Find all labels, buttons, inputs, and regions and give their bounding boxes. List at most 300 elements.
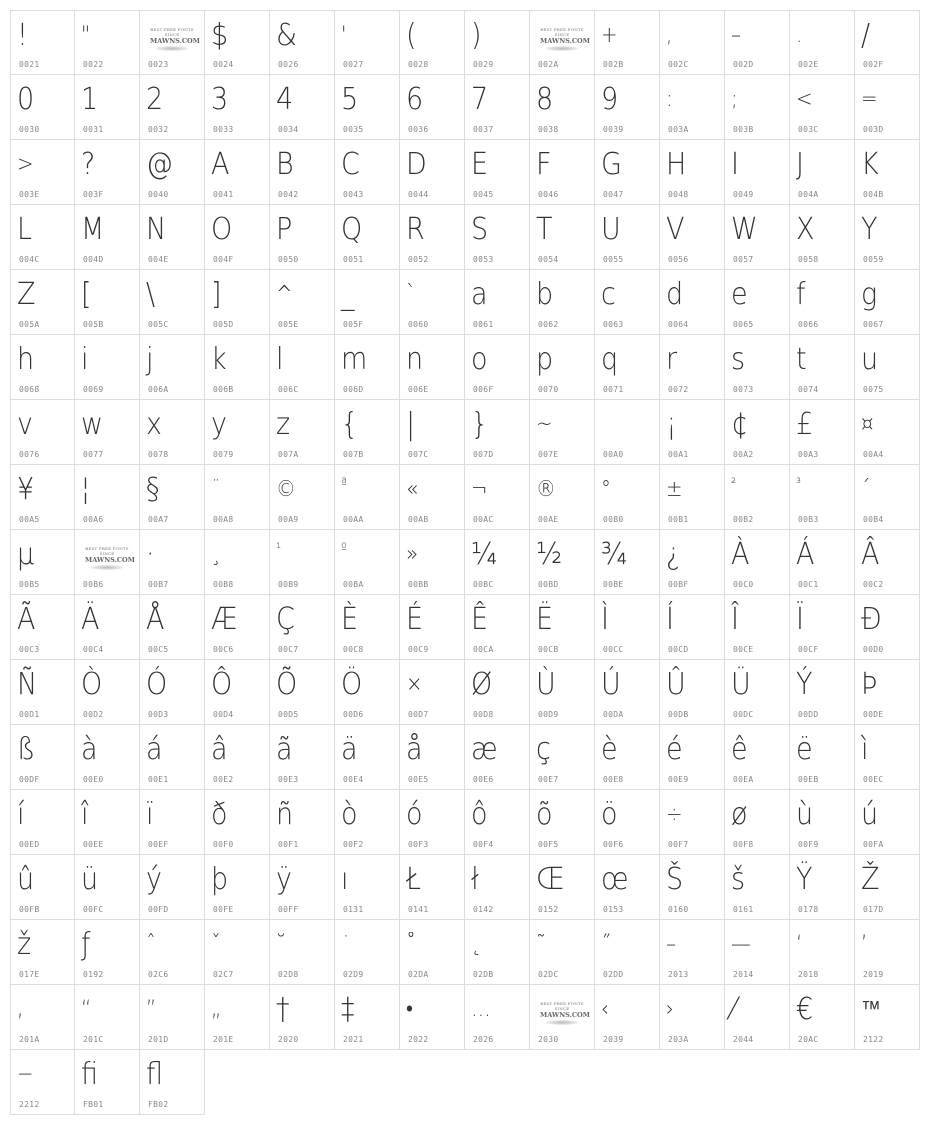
glyph-codepoint: 00B3 bbox=[798, 515, 819, 524]
glyph-cell bbox=[75, 140, 140, 205]
glyph-codepoint: 00C5 bbox=[148, 645, 169, 654]
glyph-codepoint: 2019 bbox=[863, 970, 884, 979]
glyph-codepoint: 00A4 bbox=[863, 450, 884, 459]
glyph-sample: ´ bbox=[861, 477, 871, 502]
glyph-cell bbox=[335, 920, 400, 985]
glyph-sample: Œ bbox=[536, 862, 565, 897]
glyph-sample: ˜ bbox=[536, 932, 546, 957]
glyph-cell bbox=[10, 75, 75, 140]
glyph-codepoint: 003F bbox=[83, 190, 104, 199]
glyph-codepoint: 0033 bbox=[213, 125, 234, 134]
glyph-codepoint: 02DC bbox=[538, 970, 559, 979]
site-logo-icon bbox=[540, 1001, 590, 1023]
glyph-cell bbox=[465, 530, 530, 595]
glyph-sample: + bbox=[601, 23, 618, 48]
glyph-sample: Y bbox=[861, 212, 878, 247]
glyph-sample: Q bbox=[341, 212, 363, 247]
glyph-sample: Æ bbox=[211, 602, 238, 637]
glyph-codepoint: 0036 bbox=[408, 125, 429, 134]
glyph-sample: 3 bbox=[211, 82, 229, 117]
glyph-codepoint: 00A1 bbox=[668, 450, 689, 459]
glyph-sample: ı bbox=[341, 862, 349, 897]
glyph-sample: ï bbox=[146, 797, 154, 832]
glyph-sample: s bbox=[731, 342, 746, 377]
glyph-sample: ú bbox=[861, 797, 879, 832]
glyph-codepoint: 002C bbox=[668, 60, 689, 69]
glyph-cell bbox=[400, 595, 465, 660]
glyph-codepoint: 00A5 bbox=[19, 515, 40, 524]
glyph-sample: H bbox=[666, 147, 687, 182]
glyph-sample: ˛ bbox=[471, 932, 481, 957]
glyph-sample: Ä bbox=[81, 602, 100, 637]
glyph-sample: < bbox=[796, 87, 813, 112]
glyph-codepoint: 00C1 bbox=[798, 580, 819, 589]
logo-tagline: BEST FREE FONTS SINCE bbox=[540, 1001, 584, 1011]
glyph-cell bbox=[75, 725, 140, 790]
glyph-cell bbox=[75, 465, 140, 530]
glyph-cell bbox=[140, 270, 205, 335]
glyph-sample: þ bbox=[211, 862, 229, 897]
glyph-codepoint: 0072 bbox=[668, 385, 689, 394]
glyph-cell bbox=[140, 985, 205, 1050]
glyph-sample: × bbox=[406, 672, 423, 697]
glyph-codepoint: 004E bbox=[148, 255, 169, 264]
glyph-cell bbox=[465, 855, 530, 920]
glyph-codepoint: 0056 bbox=[668, 255, 689, 264]
glyph-codepoint: 00A2 bbox=[733, 450, 754, 459]
glyph-sample: š bbox=[731, 862, 746, 897]
glyph-sample: Î bbox=[731, 602, 739, 637]
glyph-codepoint: 0042 bbox=[278, 190, 299, 199]
glyph-cell bbox=[140, 75, 205, 140]
glyph-sample: a bbox=[471, 277, 488, 312]
glyph-sample: á bbox=[146, 732, 163, 767]
glyph-sample: u bbox=[861, 342, 879, 377]
glyph-codepoint: 002A bbox=[538, 60, 559, 69]
glyph-cell bbox=[75, 595, 140, 660]
glyph-cell bbox=[270, 465, 335, 530]
glyph-sample: ! bbox=[17, 18, 28, 53]
glyph-codepoint: 2014 bbox=[733, 970, 754, 979]
glyph-sample: J bbox=[796, 147, 804, 182]
glyph-cell bbox=[855, 270, 920, 335]
glyph-codepoint: 00BA bbox=[343, 580, 364, 589]
glyph-codepoint: 00FE bbox=[213, 905, 234, 914]
glyph-cell bbox=[855, 855, 920, 920]
glyph-cell bbox=[660, 140, 725, 205]
glyph-codepoint: 00CF bbox=[798, 645, 819, 654]
glyph-codepoint: 02D8 bbox=[278, 970, 299, 979]
glyph-codepoint: 203A bbox=[668, 1035, 689, 1044]
glyph-cell bbox=[205, 335, 270, 400]
glyph-sample: Û bbox=[666, 667, 686, 702]
glyph-cell bbox=[205, 530, 270, 595]
glyph-sample: · bbox=[146, 537, 155, 572]
glyph-cell bbox=[595, 595, 660, 660]
glyph-sample: n bbox=[406, 342, 424, 377]
glyph-sample: Ó bbox=[146, 667, 168, 702]
glyph-codepoint: 00D6 bbox=[343, 710, 364, 719]
glyph-codepoint: 0038 bbox=[538, 125, 559, 134]
glyph-codepoint: FB01 bbox=[83, 1100, 104, 1109]
glyph-sample: A bbox=[211, 147, 230, 182]
glyph-codepoint: 00E6 bbox=[473, 775, 494, 784]
glyph-sample: r bbox=[666, 342, 678, 377]
glyph-sample: q bbox=[601, 342, 619, 377]
glyph-cell bbox=[855, 140, 920, 205]
glyph-cell bbox=[140, 205, 205, 270]
glyph-cell bbox=[335, 530, 400, 595]
glyph-cell bbox=[140, 400, 205, 465]
glyph-cell bbox=[75, 530, 140, 595]
glyph-cell bbox=[400, 660, 465, 725]
glyph-cell bbox=[595, 660, 660, 725]
glyph-codepoint: 00C9 bbox=[408, 645, 429, 654]
glyph-sample: û bbox=[17, 862, 35, 897]
glyph-codepoint: 00C6 bbox=[213, 645, 234, 654]
glyph-sample: Å bbox=[146, 602, 165, 637]
glyph-codepoint: 002F bbox=[863, 60, 884, 69]
glyph-cell bbox=[530, 985, 595, 1050]
glyph-codepoint: 00A9 bbox=[278, 515, 299, 524]
glyph-codepoint: 00D4 bbox=[213, 710, 234, 719]
glyph-cell bbox=[75, 205, 140, 270]
glyph-codepoint: 0077 bbox=[83, 450, 104, 459]
glyph-cell bbox=[790, 140, 855, 205]
glyph-cell bbox=[855, 400, 920, 465]
glyph-sample: ½ bbox=[536, 537, 563, 572]
glyph-sample: î bbox=[81, 797, 89, 832]
glyph-cell bbox=[465, 270, 530, 335]
glyph-cell bbox=[530, 75, 595, 140]
glyph-cell bbox=[465, 10, 530, 75]
glyph-cell bbox=[725, 855, 790, 920]
glyph-sample: Đ bbox=[861, 602, 882, 637]
glyph-codepoint: 00FC bbox=[83, 905, 104, 914]
glyph-codepoint: 00CB bbox=[538, 645, 559, 654]
glyph-codepoint: 006D bbox=[343, 385, 364, 394]
glyph-sample: à bbox=[81, 732, 98, 767]
glyph-sample: Ł bbox=[406, 862, 422, 897]
glyph-codepoint: 0079 bbox=[213, 450, 234, 459]
glyph-cell bbox=[725, 270, 790, 335]
glyph-sample: ¿ bbox=[666, 537, 681, 572]
glyph-cell bbox=[400, 270, 465, 335]
glyph-cell bbox=[75, 660, 140, 725]
glyph-cell bbox=[725, 75, 790, 140]
glyph-cell bbox=[270, 10, 335, 75]
glyph-sample: & bbox=[276, 18, 298, 53]
glyph-cell bbox=[465, 335, 530, 400]
glyph-cell bbox=[790, 855, 855, 920]
glyph-cell bbox=[855, 985, 920, 1050]
glyph-sample: f bbox=[796, 277, 806, 312]
glyph-sample: ì bbox=[861, 732, 869, 767]
glyph-cell bbox=[140, 10, 205, 75]
glyph-cell bbox=[595, 790, 660, 855]
glyph-codepoint: 00F5 bbox=[538, 840, 559, 849]
glyph-sample: V bbox=[666, 212, 685, 247]
glyph-sample: x bbox=[146, 407, 162, 442]
glyph-sample: ” bbox=[146, 997, 157, 1022]
glyph-sample: K bbox=[861, 147, 879, 182]
glyph-sample: G bbox=[601, 147, 622, 182]
glyph-cell bbox=[270, 205, 335, 270]
glyph-codepoint: 003E bbox=[19, 190, 40, 199]
glyph-codepoint: 0075 bbox=[863, 385, 884, 394]
glyph-codepoint: 0067 bbox=[863, 320, 884, 329]
glyph-sample: è bbox=[601, 732, 618, 767]
logo-tagline: BEST FREE FONTS SINCE bbox=[540, 27, 584, 37]
glyph-codepoint: 00F7 bbox=[668, 840, 689, 849]
glyph-cell bbox=[790, 725, 855, 790]
glyph-codepoint: 0057 bbox=[733, 255, 754, 264]
glyph-cell bbox=[140, 1050, 205, 1115]
glyph-sample: Ú bbox=[601, 667, 621, 702]
glyph-cell bbox=[270, 660, 335, 725]
glyph-sample: ü bbox=[81, 862, 99, 897]
glyph-codepoint: 00AC bbox=[473, 515, 494, 524]
glyph-codepoint: 00D7 bbox=[408, 710, 429, 719]
glyph-sample: p bbox=[536, 342, 554, 377]
site-logo-icon bbox=[540, 27, 590, 49]
glyph-cell bbox=[660, 660, 725, 725]
glyph-codepoint: 00DB bbox=[668, 710, 689, 719]
glyph-cell bbox=[10, 270, 75, 335]
glyph-codepoint: 00AA bbox=[343, 515, 364, 524]
glyph-sample: ﬂ bbox=[146, 1057, 164, 1092]
glyph-codepoint: 2044 bbox=[733, 1035, 754, 1044]
glyph-sample: X bbox=[796, 212, 815, 247]
glyph-cell bbox=[140, 725, 205, 790]
glyph-sample: } bbox=[471, 407, 489, 442]
glyph-cell bbox=[205, 920, 270, 985]
glyph-cell bbox=[595, 335, 660, 400]
glyph-codepoint: 0071 bbox=[603, 385, 624, 394]
glyph-sample: Ö bbox=[341, 667, 363, 702]
glyph-codepoint: 005F bbox=[343, 320, 364, 329]
glyph-sample: ß bbox=[17, 732, 36, 767]
glyph-cell bbox=[75, 335, 140, 400]
glyph-cell bbox=[335, 10, 400, 75]
glyph-cell bbox=[205, 400, 270, 465]
glyph-cell bbox=[140, 595, 205, 660]
glyph-codepoint: 006B bbox=[213, 385, 234, 394]
glyph-sample: ; bbox=[731, 87, 738, 112]
glyph-codepoint: 0023 bbox=[148, 60, 169, 69]
glyph-codepoint: 02DA bbox=[408, 970, 429, 979]
glyph-codepoint: 0068 bbox=[19, 385, 40, 394]
glyph-cell bbox=[790, 595, 855, 660]
glyph-cell bbox=[335, 725, 400, 790]
glyph-codepoint: 00C3 bbox=[19, 645, 40, 654]
glyph-cell bbox=[595, 725, 660, 790]
glyph-codepoint: 00B6 bbox=[83, 580, 104, 589]
glyph-codepoint: 0062 bbox=[538, 320, 559, 329]
glyph-codepoint: 004A bbox=[798, 190, 819, 199]
glyph-cell bbox=[10, 530, 75, 595]
glyph-sample: Z bbox=[17, 277, 36, 312]
glyph-cell bbox=[790, 335, 855, 400]
glyph-codepoint: 201C bbox=[83, 1035, 104, 1044]
glyph-codepoint: 0030 bbox=[19, 125, 40, 134]
glyph-sample: o bbox=[471, 342, 488, 377]
glyph-codepoint: 00A0 bbox=[603, 450, 624, 459]
glyph-cell bbox=[205, 595, 270, 660]
glyph-sample: ± bbox=[666, 477, 683, 502]
glyph-codepoint: 00D0 bbox=[863, 645, 884, 654]
glyph-cell bbox=[790, 465, 855, 530]
glyph-sample: t bbox=[796, 342, 807, 377]
glyph-sample: 8 bbox=[536, 82, 554, 117]
glyph-cell bbox=[725, 660, 790, 725]
glyph-codepoint: 00B5 bbox=[19, 580, 40, 589]
glyph-codepoint: 00D5 bbox=[278, 710, 299, 719]
glyph-cell bbox=[270, 725, 335, 790]
glyph-cell bbox=[10, 400, 75, 465]
glyph-codepoint: 00BC bbox=[473, 580, 494, 589]
glyph-sample: å bbox=[406, 732, 423, 767]
glyph-codepoint: 0131 bbox=[343, 905, 364, 914]
glyph-cell bbox=[335, 855, 400, 920]
glyph-sample: º bbox=[341, 541, 347, 557]
glyph-codepoint: 006E bbox=[408, 385, 429, 394]
glyph-sample: ç bbox=[536, 732, 551, 767]
glyph-cell bbox=[205, 75, 270, 140]
glyph-codepoint: 00DF bbox=[19, 775, 40, 784]
glyph-cell bbox=[10, 10, 75, 75]
glyph-codepoint: 00B1 bbox=[668, 515, 689, 524]
glyph-sample: ã bbox=[276, 732, 293, 767]
glyph-codepoint: 00E8 bbox=[603, 775, 624, 784]
glyph-cell bbox=[335, 140, 400, 205]
glyph-cell bbox=[400, 140, 465, 205]
glyph-codepoint: 0048 bbox=[668, 190, 689, 199]
glyph-codepoint: 0063 bbox=[603, 320, 624, 329]
glyph-sample: ‘ bbox=[796, 932, 803, 957]
glyph-sample: @ bbox=[146, 147, 173, 182]
glyph-cell bbox=[790, 660, 855, 725]
glyph-cell bbox=[140, 855, 205, 920]
glyph-cell bbox=[595, 270, 660, 335]
glyph-cell bbox=[725, 10, 790, 75]
glyph-codepoint: 00E3 bbox=[278, 775, 299, 784]
glyph-cell bbox=[270, 985, 335, 1050]
glyph-cell bbox=[10, 920, 75, 985]
glyph-codepoint: 02C7 bbox=[213, 970, 234, 979]
glyph-codepoint: 002E bbox=[798, 60, 819, 69]
glyph-cell bbox=[660, 270, 725, 335]
glyph-sample: ö bbox=[601, 797, 618, 832]
glyph-codepoint: 0059 bbox=[863, 255, 884, 264]
glyph-cell bbox=[75, 75, 140, 140]
glyph-sample: 4 bbox=[276, 82, 294, 117]
glyph-sample: ý bbox=[146, 862, 162, 897]
glyph-sample: ˝ bbox=[601, 932, 611, 957]
glyph-sample: ‡ bbox=[341, 992, 355, 1027]
glyph-sample: ÷ bbox=[666, 802, 683, 827]
glyph-codepoint: 0021 bbox=[19, 60, 40, 69]
glyph-codepoint: 00E5 bbox=[408, 775, 429, 784]
glyph-sample: Ÿ bbox=[796, 862, 813, 897]
glyph-codepoint: 00F8 bbox=[733, 840, 754, 849]
glyph-sample: Ò bbox=[81, 667, 103, 702]
glyph-sample: c bbox=[601, 277, 616, 312]
glyph-cell bbox=[530, 725, 595, 790]
glyph-codepoint: 003A bbox=[668, 125, 689, 134]
glyph-codepoint: 00A3 bbox=[798, 450, 819, 459]
glyph-cell bbox=[790, 400, 855, 465]
glyph-sample: > bbox=[17, 152, 34, 177]
glyph-codepoint: 00B4 bbox=[863, 515, 884, 524]
glyph-cell bbox=[725, 790, 790, 855]
glyph-sample: m bbox=[341, 342, 368, 377]
glyph-sample: ô bbox=[471, 797, 488, 832]
glyph-sample: µ bbox=[17, 537, 35, 572]
glyph-cell bbox=[400, 920, 465, 985]
glyph-codepoint: 0041 bbox=[213, 190, 234, 199]
glyph-cell bbox=[75, 790, 140, 855]
glyph-codepoint: 00F4 bbox=[473, 840, 494, 849]
glyph-cell bbox=[530, 920, 595, 985]
glyph-cell bbox=[270, 790, 335, 855]
glyph-sample: ¼ bbox=[471, 537, 498, 572]
glyph-codepoint: 201D bbox=[148, 1035, 169, 1044]
glyph-codepoint: 02C6 bbox=[148, 970, 169, 979]
glyph-codepoint: 0044 bbox=[408, 190, 429, 199]
glyph-sample: – bbox=[731, 23, 741, 48]
glyph-sample: i bbox=[81, 342, 89, 377]
glyph-sample: À bbox=[731, 537, 750, 572]
glyph-cell bbox=[270, 400, 335, 465]
glyph-cell bbox=[140, 335, 205, 400]
logo-swoosh bbox=[91, 565, 123, 570]
glyph-cell bbox=[205, 10, 270, 75]
glyph-codepoint: 0050 bbox=[278, 255, 299, 264]
glyph-codepoint: 02D9 bbox=[343, 970, 364, 979]
glyph-codepoint: 0076 bbox=[19, 450, 40, 459]
glyph-sample: é bbox=[666, 732, 683, 767]
glyph-cell bbox=[855, 790, 920, 855]
glyph-codepoint: 0032 bbox=[148, 125, 169, 134]
glyph-codepoint: 0034 bbox=[278, 125, 299, 134]
glyph-sample: í bbox=[17, 797, 25, 832]
glyph-sample: ¦ bbox=[81, 472, 91, 507]
glyph-sample: Á bbox=[796, 537, 815, 572]
glyph-cell bbox=[725, 530, 790, 595]
glyph-sample: Ë bbox=[536, 602, 554, 637]
glyph-codepoint: 201E bbox=[213, 1035, 234, 1044]
glyph-codepoint: 0037 bbox=[473, 125, 494, 134]
glyph-cell bbox=[335, 205, 400, 270]
glyph-codepoint: 0052 bbox=[408, 255, 429, 264]
glyph-cell bbox=[855, 465, 920, 530]
glyph-sample: 6 bbox=[406, 82, 424, 117]
glyph-sample: œ bbox=[601, 862, 629, 897]
glyph-codepoint: 007B bbox=[343, 450, 364, 459]
glyph-sample: ] bbox=[211, 277, 222, 312]
glyph-cell bbox=[465, 595, 530, 660]
glyph-sample: Ñ bbox=[17, 667, 38, 702]
glyph-codepoint: 0035 bbox=[343, 125, 364, 134]
glyph-cell bbox=[725, 335, 790, 400]
glyph-sample: ð bbox=[211, 797, 228, 832]
glyph-codepoint: 004D bbox=[83, 255, 104, 264]
glyph-codepoint: 0024 bbox=[213, 60, 234, 69]
glyph-sample: 0 bbox=[17, 82, 35, 117]
glyph-cell bbox=[10, 725, 75, 790]
glyph-sample: ù bbox=[796, 797, 814, 832]
